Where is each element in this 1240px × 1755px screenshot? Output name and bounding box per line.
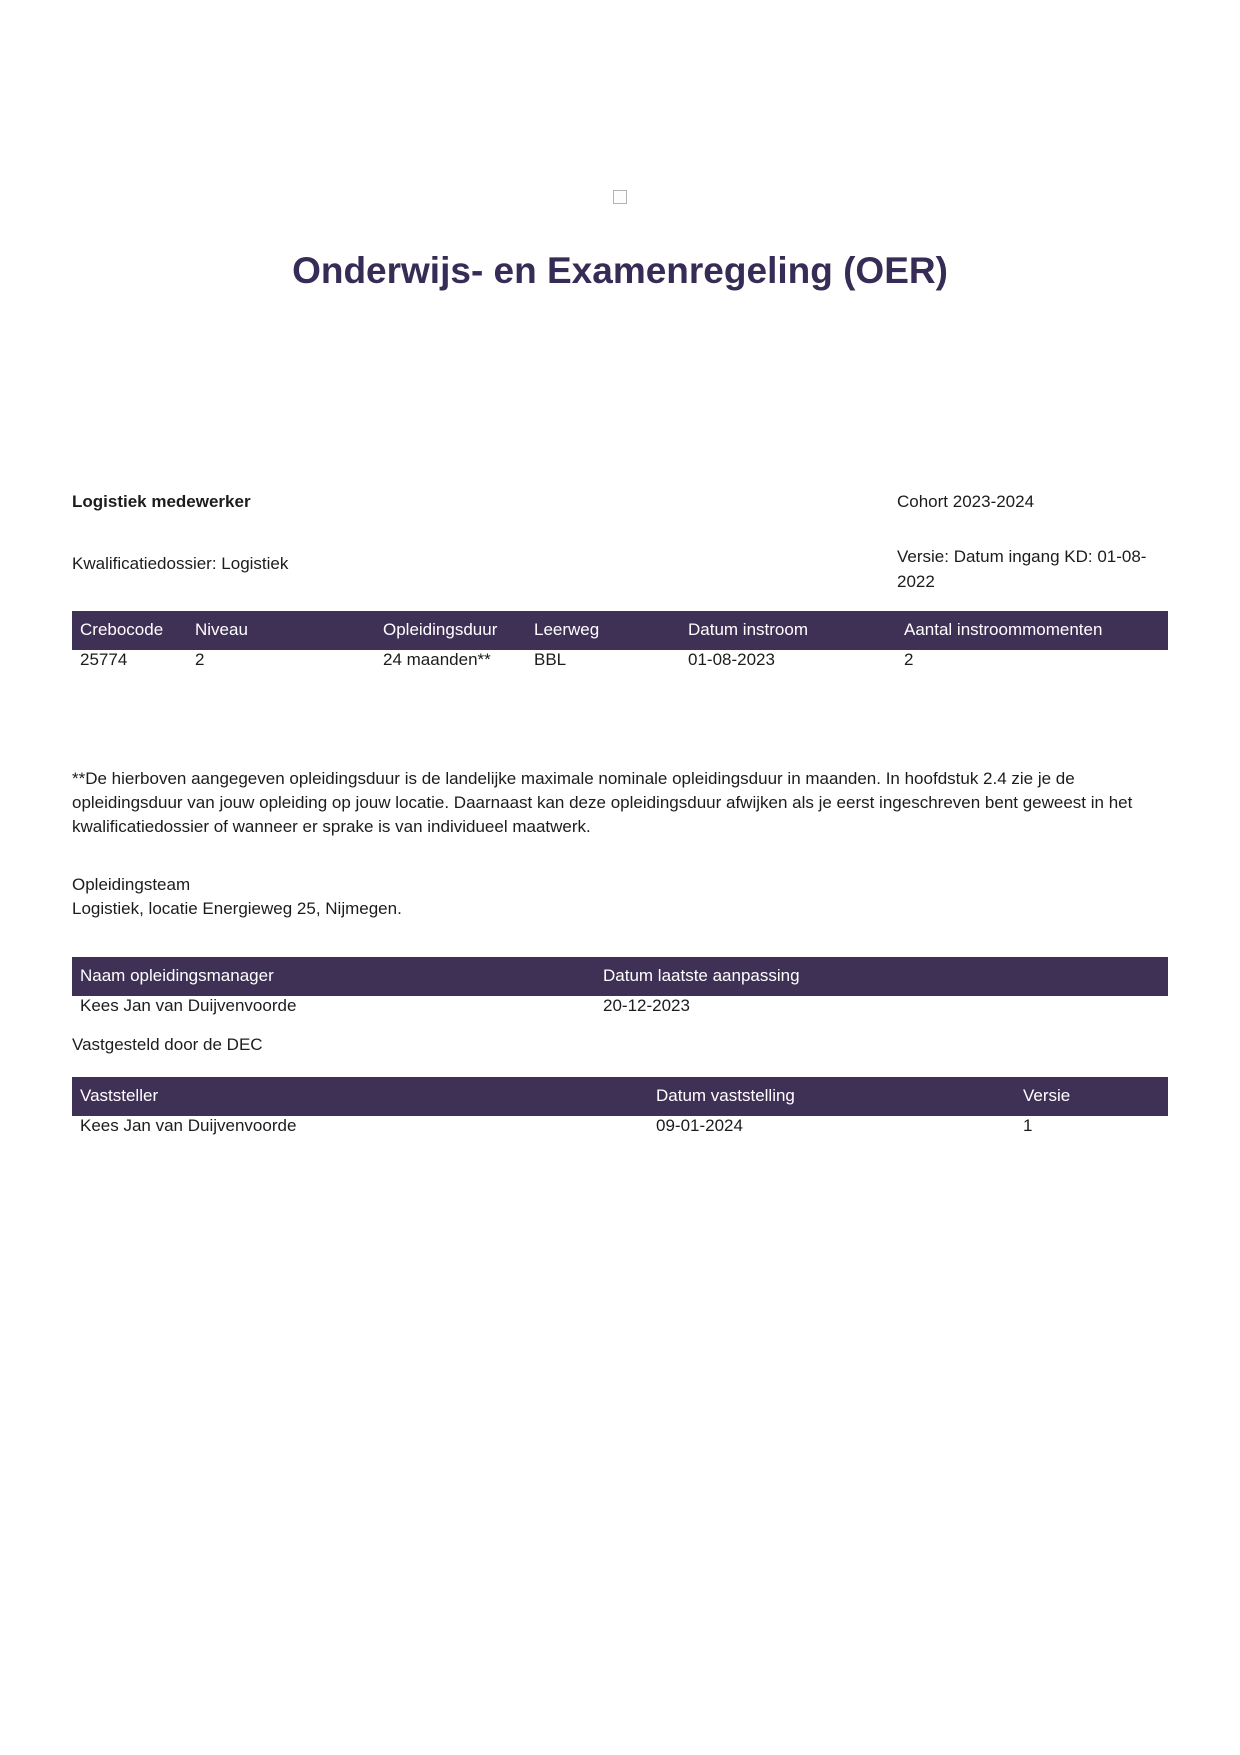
manager-table [72, 957, 1168, 1016]
column-header-leerweg: Leerweg [526, 611, 680, 650]
column-header-opleidingsduur: Opleidingsduur [375, 611, 526, 650]
column-header-vaststeller: Vaststeller [72, 1077, 648, 1116]
column-header-datum-vaststelling: Datum vaststelling [648, 1077, 1015, 1116]
cell-crebocode: 25774 [80, 650, 128, 669]
cell-opleidingsmanager-naam: Kees Jan van Duijvenvoorde [80, 996, 297, 1015]
document-title: Onderwijs- en Examenregeling (OER) [292, 250, 948, 291]
approval-table-header-row [72, 1077, 1168, 1116]
column-header-niveau: Niveau [187, 611, 375, 650]
cohort-label: Cohort 2023-2024 [897, 492, 1035, 511]
broken-image-icon [613, 190, 627, 204]
column-header-crebocode: Crebocode [72, 611, 187, 650]
program-name: Logistiek medewerker [72, 492, 251, 511]
cell-leerweg: BBL [534, 650, 567, 669]
program-table-row [72, 650, 1168, 670]
dossier-meta-row [72, 544, 1168, 594]
cell-opleidingsduur: 24 maanden** [383, 650, 491, 669]
column-header-naam-opleidingsmanager: Naam opleidingsmanager [72, 957, 595, 996]
program-meta-row [72, 492, 1168, 512]
approval-table-row [72, 1116, 1168, 1136]
approval-table [72, 1077, 1168, 1136]
program-table [72, 611, 1168, 670]
column-header-aantal-instroommomenten: Aantal instroommomenten [896, 611, 1168, 650]
cell-datum-laatste-aanpassing: 20-12-2023 [603, 996, 690, 1015]
manager-table-header-row [72, 957, 1168, 996]
opleidingsduur-footnote: **De hierboven aangegeven opleidingsduur is de landelijke maximale nominale opleidingsduur in maanden. In hoofdstuk 2.4 zie je de opleidingsduur van jouw opleiding op jouw locatie. Daarnaast kan deze opleidingsduur afwijken als je eerst ingeschreven bent geweest in het kwalificatiedossier of wanneer er sprake is van individueel maatwerk. [72, 769, 1133, 836]
cell-datum-vaststelling: 09-01-2024 [656, 1116, 743, 1135]
opleidingsteam-label: Opleidingsteam [72, 875, 191, 894]
cell-vaststeller: Kees Jan van Duijvenvoorde [80, 1116, 297, 1135]
column-header-versie: Versie [1015, 1077, 1168, 1116]
opleidingsteam-location: Logistiek, locatie Energieweg 25, Nijmegen. [72, 899, 402, 918]
opleidingsteam-block [72, 873, 1168, 921]
cell-versie: 1 [1023, 1116, 1033, 1135]
cell-aantal-instroommomenten: 2 [904, 650, 914, 669]
program-table-header-row [72, 611, 1168, 650]
kwalificatiedossier-label: Kwalificatiedossier: Logistiek [72, 554, 289, 573]
cell-datum-instroom: 01-08-2023 [688, 650, 775, 669]
column-header-datum-laatste-aanpassing: Datum laatste aanpassing [595, 957, 1168, 996]
column-header-datum-instroom: Datum instroom [680, 611, 896, 650]
versie-label: Versie: Datum ingang KD: 01-08-2022 [897, 547, 1147, 591]
document-content [0, 190, 1240, 1136]
manager-table-row [72, 996, 1168, 1016]
vastgesteld-dec-label: Vastgesteld door de DEC [72, 1035, 263, 1054]
cell-niveau: 2 [195, 650, 205, 669]
